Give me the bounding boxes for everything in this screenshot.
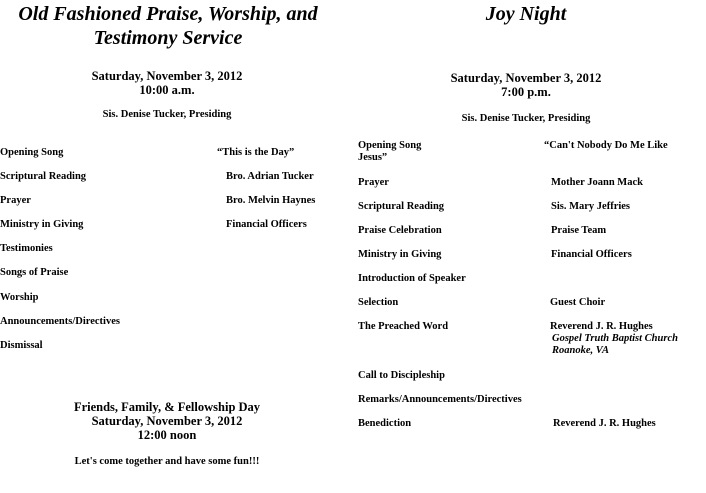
left-presiding: Sis. Denise Tucker, Presiding [102,109,232,120]
program-item-label: Prayer [358,177,389,188]
program-item-person: Financial Officers [551,249,632,260]
program-item-label: Scriptural Reading [0,171,87,182]
right-presiding: Sis. Denise Tucker, Presiding [461,113,591,124]
program-item-label: Introduction of Speaker [358,273,466,284]
fellowship-tagline: Let's come together and have some fun!!! [74,456,260,467]
fellowship-date: Saturday, November 3, 2012 [91,414,243,428]
speaker-city: Roanoke, VA [552,345,609,356]
program-item-label: Remarks/Announcements/Directives [358,394,522,405]
program-item-person: Bro. Adrian Tucker [226,171,314,182]
right-title: Joy Night [485,3,567,25]
program-item-label: Call to Discipleship [358,370,445,381]
program-item-label: Selection [358,297,399,308]
program-item-label: The Preached Word [358,321,449,332]
program-item-person: Praise Team [551,225,607,236]
program-item-label: Prayer [0,195,31,206]
program-item-person: Financial Officers [226,219,307,230]
program-item-person: Guest Choir [550,297,606,308]
speaker-church: Gospel Truth Baptist Church [552,333,678,344]
left-title-line2: Testimony Service [93,27,243,49]
opening-song-label: Opening Song [358,140,422,151]
left-title-line1: Old Fashioned Praise, Worship, and [18,3,318,25]
left-date: Saturday, November 3, 2012 [91,69,243,83]
right-date: Saturday, November 3, 2012 [450,71,602,85]
fellowship-title: Friends, Family, & Fellowship Day [73,400,261,414]
program-item-label: Songs of Praise [0,267,69,278]
left-time: 10:00 a.m. [139,83,195,97]
program-item-person: Bro. Melvin Haynes [226,195,316,206]
program-item-person: Reverend J. R. Hughes [550,321,653,332]
program-item-label: Ministry in Giving [358,249,442,260]
program-item-person: “This is the Day” [217,147,295,158]
program-item-person: Reverend J. R. Hughes [553,418,656,429]
program-item-label: Dismissal [0,340,43,351]
program-item-person: Mother Joann Mack [551,177,643,188]
opening-song-title: “Can't Nobody Do Me Like [544,140,668,151]
program-item-person: Sis. Mary Jeffries [551,201,631,212]
program-item-label: Opening Song [0,147,64,158]
program-item-label: Ministry in Giving [0,219,84,230]
program-item-label: Scriptural Reading [358,201,445,212]
fellowship-time: 12:00 noon [137,428,197,442]
program-item-label: Worship [0,292,39,303]
program-item-label: Benediction [358,418,412,429]
program-item-label: Praise Celebration [358,225,442,236]
program-item-label: Testimonies [0,243,53,254]
opening-song-title-cont: Jesus” [358,152,388,163]
right-time: 7:00 p.m. [501,85,551,99]
program-item-label: Announcements/Directives [0,316,120,327]
